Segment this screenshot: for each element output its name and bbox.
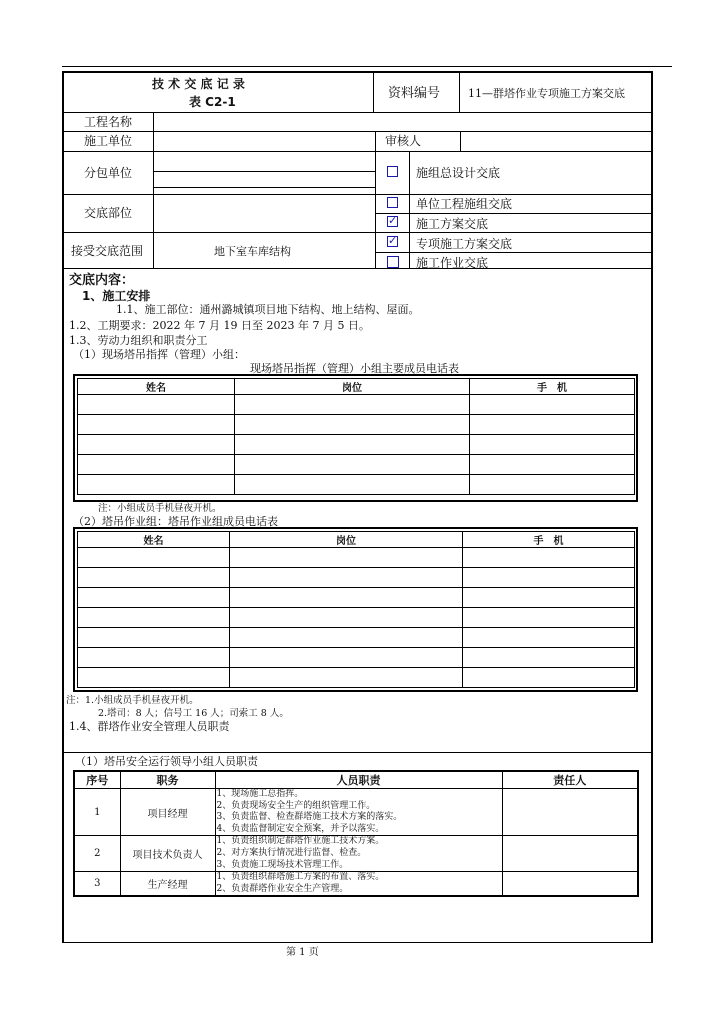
option-checkbox-construction-plan[interactable] bbox=[387, 216, 398, 227]
name-cell[interactable] bbox=[78, 668, 230, 688]
table-row bbox=[78, 668, 635, 688]
duty-line: 1、现场施工总指挥。 bbox=[216, 789, 304, 799]
col-header-name: 姓名 bbox=[78, 379, 235, 395]
table-row bbox=[78, 435, 635, 455]
name-cell[interactable] bbox=[78, 588, 230, 608]
scope-label: 接受交底范围 bbox=[71, 244, 144, 258]
position-cell[interactable] bbox=[230, 588, 463, 608]
name-cell[interactable] bbox=[78, 548, 230, 568]
duty-line: 3、负责施工现场技术管理工作。 bbox=[216, 859, 349, 870]
name-cell[interactable] bbox=[78, 475, 235, 495]
duty-line: 4、负责监督制定安全预案，并予以落实。 bbox=[216, 823, 385, 834]
phone-cell[interactable] bbox=[470, 415, 635, 435]
table-row bbox=[78, 648, 635, 668]
duty-line: 2、对方案执行情况进行监督、检查。 bbox=[216, 847, 367, 858]
name-cell[interactable] bbox=[78, 648, 230, 668]
frame-left bbox=[62, 71, 64, 943]
duty-row bbox=[74, 789, 638, 836]
reviewer-value[interactable] bbox=[466, 135, 646, 149]
name-cell[interactable] bbox=[78, 628, 230, 648]
col-header-position: 岗位 bbox=[230, 532, 463, 548]
reviewer-label: 审核人 bbox=[385, 134, 422, 148]
table-row bbox=[78, 548, 635, 568]
duty-person[interactable] bbox=[502, 872, 638, 897]
form-number: 表 C2-1 bbox=[189, 95, 236, 109]
duty-table-caption: （1）塔吊安全运行领导小组人员职责 bbox=[75, 755, 258, 768]
name-cell[interactable] bbox=[78, 435, 235, 455]
line-1-4: 1.4、群塔作业安全管理人员职责 bbox=[69, 720, 230, 733]
table-header-row bbox=[78, 532, 635, 548]
member-table-2 bbox=[73, 527, 638, 692]
section-1-heading: 1、施工安排 bbox=[82, 289, 151, 303]
duty-no: 2 bbox=[74, 836, 120, 872]
col-header-name: 姓名 bbox=[78, 532, 230, 548]
option-label-work-handover: 施工作业交底 bbox=[416, 256, 489, 270]
table-row bbox=[78, 588, 635, 608]
duty-table bbox=[73, 770, 639, 897]
duty-person[interactable] bbox=[502, 836, 638, 872]
doc-no-value: 11—群塔作业专项施工方案交底 bbox=[468, 87, 625, 100]
duty-line: 2、负责群塔作业安全生产管理。 bbox=[216, 883, 349, 894]
line-1-2: 1.2、工期要求：2022 年 7 月 19 日至 2023 年 7 月 5 日。 bbox=[69, 319, 370, 332]
table-row bbox=[78, 415, 635, 435]
handover-part-label: 交底部位 bbox=[84, 206, 133, 220]
duty-role: 生产经理 bbox=[120, 872, 215, 897]
group-1-heading: （1）现场塔吊指挥（管理）小组： bbox=[73, 348, 245, 361]
top-rule bbox=[62, 66, 672, 67]
form-title: 技 术 交 底 记 录 bbox=[152, 77, 245, 91]
col-header-position: 岗位 bbox=[235, 379, 470, 395]
page-number: 第 1 页 bbox=[286, 947, 319, 958]
table-row bbox=[78, 568, 635, 588]
phone-cell[interactable] bbox=[470, 475, 635, 495]
phone-cell[interactable] bbox=[463, 588, 635, 608]
group-2-heading: （2）塔吊作业组：塔吊作业组成员电话表 bbox=[73, 515, 278, 528]
duty-responsibilities bbox=[215, 872, 502, 897]
line-1-1: 1.1、施工部位：通州潞城镇项目地下结构、地上结构、屋面。 bbox=[116, 303, 420, 316]
col-header-phone: 手 机 bbox=[470, 379, 635, 395]
position-cell[interactable] bbox=[230, 668, 463, 688]
content-heading: 交底内容： bbox=[69, 273, 135, 288]
duty-row bbox=[74, 872, 638, 897]
subcontract-label: 分包单位 bbox=[84, 166, 133, 180]
position-cell[interactable] bbox=[230, 648, 463, 668]
phone-cell[interactable] bbox=[463, 668, 635, 688]
position-cell[interactable] bbox=[230, 568, 463, 588]
name-cell[interactable] bbox=[78, 608, 230, 628]
phone-cell[interactable] bbox=[470, 455, 635, 475]
position-cell[interactable] bbox=[235, 395, 470, 415]
project-name-value[interactable] bbox=[160, 116, 640, 130]
table1-caption: 现场塔吊指挥（管理）小组主要成员电话表 bbox=[250, 362, 459, 375]
table-header-row bbox=[78, 379, 635, 395]
construction-unit-label: 施工单位 bbox=[84, 134, 133, 148]
col-header-person: 责任人 bbox=[502, 771, 638, 789]
member-table-1 bbox=[73, 374, 638, 502]
option-checkbox-unit-design[interactable] bbox=[387, 197, 398, 208]
option-label-unit-design: 单位工程施组交底 bbox=[416, 197, 513, 211]
phone-cell[interactable] bbox=[470, 435, 635, 455]
col-header-no: 序号 bbox=[74, 771, 120, 789]
option-label-general-design: 施组总设计交底 bbox=[416, 166, 501, 180]
name-cell[interactable] bbox=[78, 395, 235, 415]
name-cell[interactable] bbox=[78, 415, 235, 435]
table-row bbox=[78, 628, 635, 648]
option-checkbox-work-handover[interactable] bbox=[387, 256, 399, 268]
duty-line: 2、负责现场安全生产的组织管理工作。 bbox=[216, 800, 376, 811]
doc-no-label: 资料编号 bbox=[388, 86, 441, 101]
duty-person[interactable] bbox=[502, 789, 638, 836]
position-cell[interactable] bbox=[235, 475, 470, 495]
duty-row bbox=[74, 836, 638, 872]
construction-unit-value[interactable] bbox=[160, 135, 370, 149]
name-cell[interactable] bbox=[78, 568, 230, 588]
table-row bbox=[78, 608, 635, 628]
table-row bbox=[78, 395, 635, 415]
position-cell[interactable] bbox=[230, 608, 463, 628]
option-label-special-plan: 专项施工方案交底 bbox=[416, 237, 513, 251]
table2-note-2: 2.塔司：8 人；信号工 16 人；司索工 8 人。 bbox=[98, 708, 289, 719]
duty-responsibilities bbox=[215, 789, 502, 836]
col-header-duties: 人员职责 bbox=[215, 771, 502, 789]
duty-role: 项目技术负责人 bbox=[120, 836, 215, 872]
duty-no: 1 bbox=[74, 789, 120, 836]
duty-line: 3、负责监督、检查群塔施工技术方案的落实。 bbox=[216, 812, 403, 823]
col-header-role: 职务 bbox=[120, 771, 215, 789]
phone-cell[interactable] bbox=[463, 548, 635, 568]
phone-cell[interactable] bbox=[463, 608, 635, 628]
position-cell[interactable] bbox=[235, 435, 470, 455]
table1-note: 注：小组成员手机昼夜开机。 bbox=[98, 503, 222, 514]
table2-note-1: 注：1.小组成员手机昼夜开机。 bbox=[66, 695, 199, 706]
duty-responsibilities bbox=[215, 836, 502, 872]
position-cell[interactable] bbox=[230, 628, 463, 648]
option-checkbox-general-design[interactable] bbox=[387, 166, 398, 177]
phone-cell[interactable] bbox=[463, 648, 635, 668]
duty-header-row bbox=[74, 771, 638, 789]
project-name-label: 工程名称 bbox=[84, 115, 133, 129]
col-header-phone: 手 机 bbox=[463, 532, 635, 548]
phone-cell[interactable] bbox=[463, 568, 635, 588]
duty-no: 3 bbox=[74, 872, 120, 897]
name-cell[interactable] bbox=[78, 455, 235, 475]
scope-value: 地下室车库结构 bbox=[214, 245, 291, 258]
table-row bbox=[78, 475, 635, 495]
duty-line: 1、负责组织群塔施工方案的布置、落实。 bbox=[216, 872, 385, 883]
position-cell[interactable] bbox=[230, 548, 463, 568]
option-checkbox-special-plan[interactable] bbox=[387, 236, 398, 247]
option-label-construction-plan: 施工方案交底 bbox=[416, 217, 489, 231]
frame-right bbox=[651, 71, 653, 943]
position-cell[interactable] bbox=[235, 455, 470, 475]
phone-cell[interactable] bbox=[463, 628, 635, 648]
frame-bottom bbox=[62, 942, 653, 943]
position-cell[interactable] bbox=[235, 415, 470, 435]
duty-role: 项目经理 bbox=[120, 789, 215, 836]
duty-line: 1、负责组织制定群塔作业施工技术方案。 bbox=[216, 836, 385, 847]
table-row bbox=[78, 455, 635, 475]
line-1-3: 1.3、劳动力组织和职责分工 bbox=[69, 334, 208, 347]
phone-cell[interactable] bbox=[470, 395, 635, 415]
